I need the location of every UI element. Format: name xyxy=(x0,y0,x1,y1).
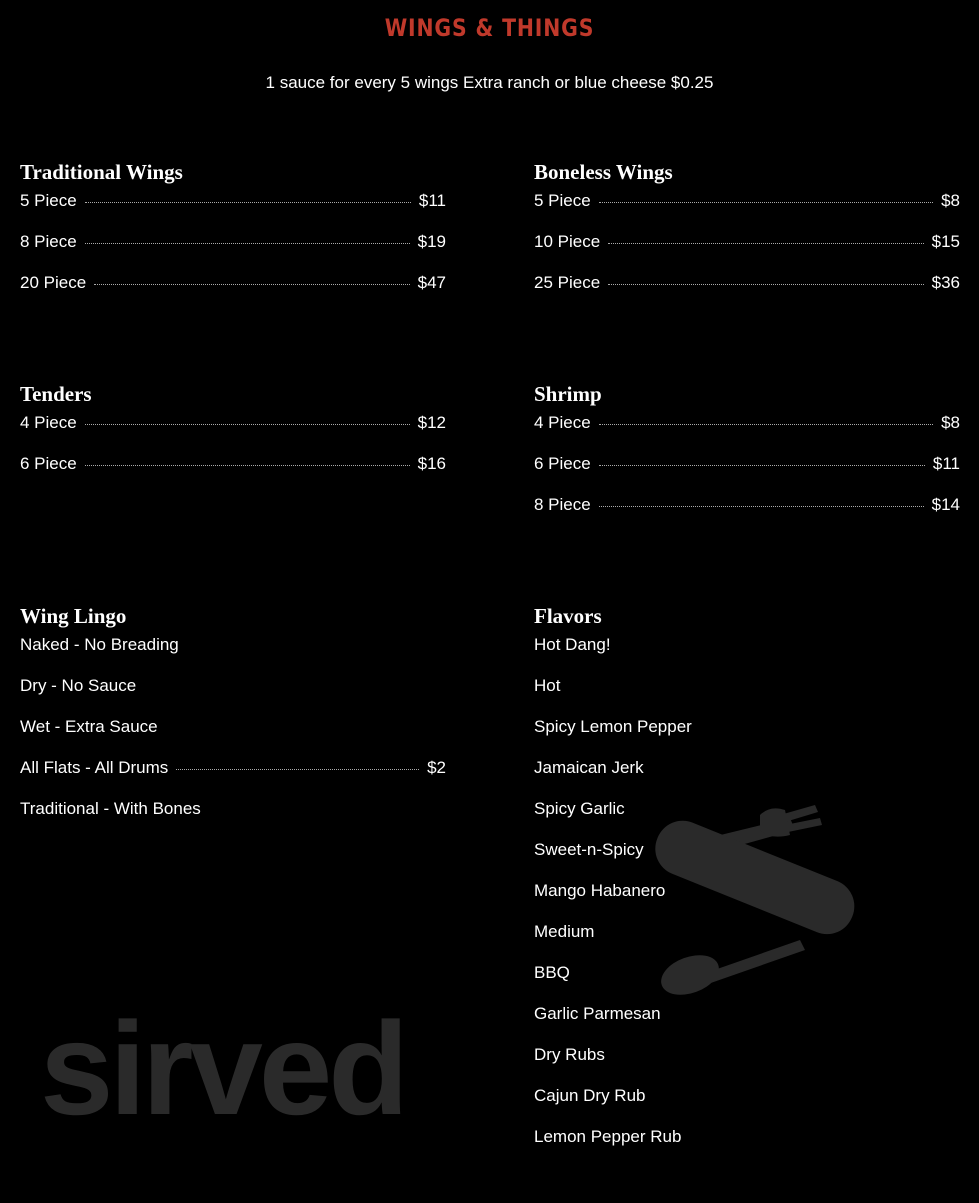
item-price: $36 xyxy=(931,273,960,292)
section-title: Boneless Wings xyxy=(534,160,673,184)
dotted-leader xyxy=(599,424,933,425)
section-title: Traditional Wings xyxy=(20,160,183,184)
menu-item xyxy=(20,798,446,839)
item-name: Dry - No Sauce xyxy=(20,676,137,695)
menu-item xyxy=(534,880,960,921)
menu-section-boneless-wings xyxy=(534,160,960,313)
item-price: $11 xyxy=(418,191,446,210)
item-price: $8 xyxy=(941,191,960,210)
dotted-leader xyxy=(85,424,410,425)
item-name: Dry Rubs xyxy=(534,1045,605,1064)
item-price: $8 xyxy=(941,413,960,432)
item-name: 6 Piece xyxy=(20,454,77,473)
menu-item xyxy=(20,190,446,231)
menu-item xyxy=(534,757,960,798)
item-name: 8 Piece xyxy=(534,495,591,514)
item-name: Garlic Parmesan xyxy=(534,1004,661,1023)
item-name: Traditional - With Bones xyxy=(20,799,201,818)
item-name: Medium xyxy=(534,922,595,941)
menu-item xyxy=(534,921,960,962)
dotted-leader xyxy=(85,202,411,203)
item-price: $19 xyxy=(417,232,446,251)
menu-section-flavors xyxy=(534,604,960,1167)
item-name: Lemon Pepper Rub xyxy=(534,1127,682,1146)
menu-item xyxy=(20,412,446,453)
dotted-leader xyxy=(599,506,924,507)
menu-item xyxy=(20,453,446,494)
item-price: $14 xyxy=(931,495,960,514)
menu-item xyxy=(20,675,446,716)
menu-item xyxy=(534,839,960,880)
dotted-leader xyxy=(85,465,410,466)
item-name: Hot xyxy=(534,676,561,695)
menu-item xyxy=(534,1003,960,1044)
section-title: Flavors xyxy=(534,604,602,628)
item-name: Mango Habanero xyxy=(534,881,666,900)
item-name: All Flats - All Drums xyxy=(20,758,169,777)
item-price: $15 xyxy=(931,232,960,251)
item-name: Spicy Lemon Pepper xyxy=(534,717,692,736)
menu-item xyxy=(534,716,960,757)
item-name: 10 Piece xyxy=(534,232,601,251)
menu-item xyxy=(534,190,960,231)
section-title: Tenders xyxy=(20,382,92,406)
menu-item xyxy=(20,716,446,757)
page-title: WINGS & THINGS xyxy=(384,14,595,42)
menu-item xyxy=(534,1085,960,1126)
dotted-leader xyxy=(599,202,933,203)
item-price: $47 xyxy=(417,273,446,292)
item-name: 5 Piece xyxy=(20,191,77,210)
item-price: $16 xyxy=(417,454,446,473)
item-name: Jamaican Jerk xyxy=(534,758,644,777)
item-price: $12 xyxy=(417,413,446,432)
item-name: Spicy Garlic xyxy=(534,799,625,818)
menu-item xyxy=(534,798,960,839)
dotted-leader xyxy=(608,243,923,244)
menu-item xyxy=(534,272,960,313)
menu-section-shrimp xyxy=(534,382,960,535)
dotted-leader xyxy=(85,243,410,244)
menu-item xyxy=(534,494,960,535)
item-name: 25 Piece xyxy=(534,273,601,292)
item-name: 6 Piece xyxy=(534,454,591,473)
menu-item xyxy=(534,634,960,675)
menu-item xyxy=(534,675,960,716)
watermark-text: sirved xyxy=(40,995,405,1142)
section-title: Shrimp xyxy=(534,382,602,406)
item-name: 4 Piece xyxy=(20,413,77,432)
dotted-leader xyxy=(176,769,419,770)
item-name: Hot Dang! xyxy=(534,635,611,654)
item-name: Wet - Extra Sauce xyxy=(20,717,158,736)
menu-item xyxy=(534,1044,960,1085)
menu-section-traditional-wings xyxy=(20,160,446,313)
menu-item xyxy=(20,634,446,675)
menu-section-tenders xyxy=(20,382,446,494)
item-name: 8 Piece xyxy=(20,232,77,251)
item-name: 5 Piece xyxy=(534,191,591,210)
dotted-leader xyxy=(608,284,923,285)
menu-item xyxy=(534,1126,960,1167)
menu-item xyxy=(20,272,446,313)
item-price: $11 xyxy=(932,454,960,473)
item-name: 20 Piece xyxy=(20,273,87,292)
menu-item xyxy=(20,757,446,798)
menu-item xyxy=(534,962,960,1003)
dotted-leader xyxy=(599,465,925,466)
menu-item xyxy=(534,453,960,494)
item-name: 4 Piece xyxy=(534,413,591,432)
menu-section-wing-lingo xyxy=(20,604,446,839)
item-price: $2 xyxy=(427,758,446,777)
menu-item xyxy=(20,231,446,272)
menu-item xyxy=(534,412,960,453)
item-name: BBQ xyxy=(534,963,570,982)
item-name: Naked - No Breading xyxy=(20,635,179,654)
section-title: Wing Lingo xyxy=(20,604,127,628)
menu-item xyxy=(534,231,960,272)
item-name: Sweet-n-Spicy xyxy=(534,840,644,859)
dotted-leader xyxy=(94,284,409,285)
item-name: Cajun Dry Rub xyxy=(534,1086,646,1105)
sauce-note: 1 sauce for every 5 wings Extra ranch or blue cheese $0.25 xyxy=(265,73,714,92)
